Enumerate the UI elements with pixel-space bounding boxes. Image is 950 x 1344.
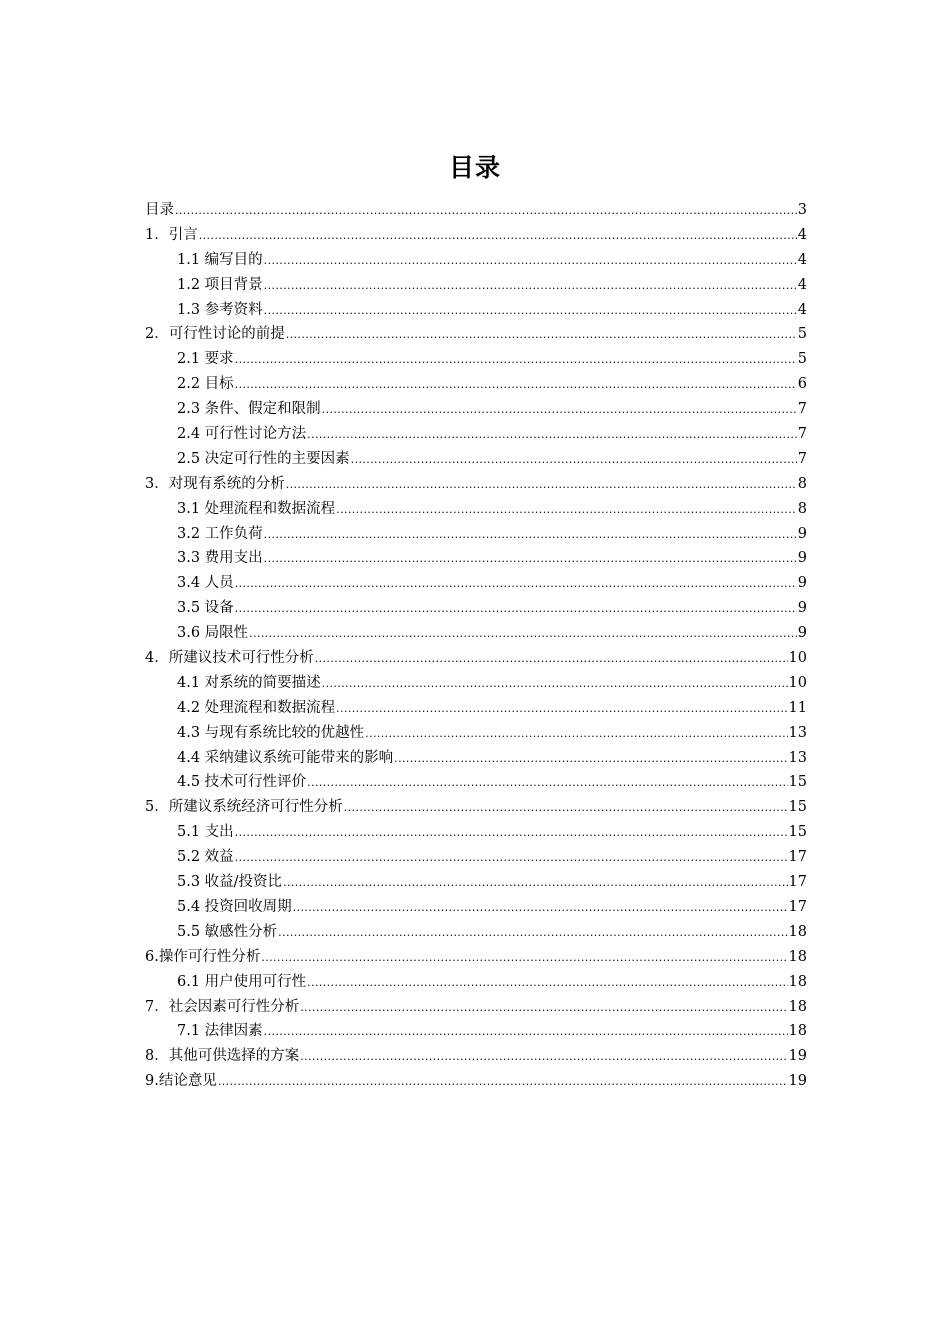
toc-page-number: 9 bbox=[797, 525, 807, 542]
toc-page-number: 4 bbox=[797, 276, 807, 293]
toc-entry-title: 3．对现有系统的分析 bbox=[145, 475, 285, 492]
toc-entry[interactable] bbox=[145, 522, 807, 547]
toc-page-number: 19 bbox=[788, 1048, 807, 1065]
toc-page-number: 15 bbox=[788, 799, 807, 816]
toc-page-number: 8 bbox=[797, 475, 807, 492]
toc-dot-leader bbox=[307, 971, 787, 996]
toc-entry[interactable] bbox=[145, 447, 807, 472]
toc-dot-leader bbox=[307, 771, 787, 796]
toc-page-number: 5 bbox=[797, 351, 807, 368]
toc-entry[interactable] bbox=[145, 1069, 807, 1094]
page-title: 目录 bbox=[448, 153, 501, 182]
toc-entry[interactable] bbox=[145, 746, 807, 771]
toc-page-number: 18 bbox=[788, 973, 807, 990]
toc-page-number: 9 bbox=[797, 600, 807, 617]
toc-entry-title: 目录 bbox=[145, 202, 174, 218]
toc-entry[interactable] bbox=[145, 920, 807, 945]
toc-entry-title: 4.1 对系统的简要描述 bbox=[177, 674, 321, 691]
toc-entry-title: 2.1 要求 bbox=[177, 351, 234, 368]
toc-entry-title: 4．所建议技术可行性分析 bbox=[145, 650, 314, 667]
toc-dot-leader bbox=[300, 996, 787, 1021]
toc-entry-title: 8．其他可供选择的方案 bbox=[145, 1048, 300, 1065]
toc-entry[interactable] bbox=[145, 497, 807, 522]
toc-entry[interactable] bbox=[145, 646, 807, 671]
toc-entry-title: 2．可行性讨论的前提 bbox=[145, 326, 285, 343]
toc-dot-leader bbox=[264, 299, 797, 324]
toc-entry-title: 5.2 效益 bbox=[177, 849, 234, 866]
toc-entry-title: 2.4 可行性讨论方法 bbox=[177, 426, 307, 443]
toc-dot-leader bbox=[218, 1070, 788, 1095]
table-of-contents bbox=[145, 198, 807, 1094]
toc-entry[interactable] bbox=[145, 696, 807, 721]
toc-entry-title: 4.5 技术可行性评价 bbox=[177, 774, 307, 791]
toc-entry[interactable] bbox=[145, 472, 807, 497]
toc-page-number: 7 bbox=[797, 426, 807, 443]
toc-dot-leader bbox=[351, 448, 797, 473]
toc-entry-title: 3.2 工作负荷 bbox=[177, 525, 263, 542]
toc-dot-leader bbox=[286, 473, 797, 498]
toc-dot-leader bbox=[264, 249, 797, 274]
toc-entry[interactable] bbox=[145, 1019, 807, 1044]
toc-page-number: 15 bbox=[788, 824, 807, 841]
toc-page-number: 6 bbox=[797, 376, 807, 393]
toc-entry[interactable] bbox=[145, 721, 807, 746]
toc-entry-title: 7．社会因素可行性分析 bbox=[145, 998, 300, 1015]
toc-entry[interactable] bbox=[145, 870, 807, 895]
toc-dot-leader bbox=[249, 622, 797, 647]
toc-entry-title: 2.2 目标 bbox=[177, 376, 234, 393]
toc-page-number: 4 bbox=[797, 301, 807, 318]
toc-entry-title: 3.6 局限性 bbox=[177, 625, 249, 642]
toc-entry-title: 7.1 法律因素 bbox=[177, 1023, 263, 1040]
toc-page-number: 10 bbox=[788, 674, 807, 691]
toc-page-number: 3 bbox=[797, 202, 807, 218]
toc-dot-leader bbox=[199, 224, 797, 249]
toc-dot-leader bbox=[235, 821, 788, 846]
toc-page-number: 10 bbox=[788, 650, 807, 667]
toc-entry-title: 3.3 费用支出 bbox=[177, 550, 263, 567]
toc-entry[interactable] bbox=[145, 347, 807, 372]
toc-dot-leader bbox=[175, 199, 797, 224]
toc-entry[interactable] bbox=[145, 845, 807, 870]
toc-dot-leader bbox=[344, 796, 788, 821]
toc-entry[interactable] bbox=[145, 945, 807, 970]
toc-entry[interactable] bbox=[145, 995, 807, 1020]
toc-page-number: 13 bbox=[788, 749, 807, 766]
toc-entry-title: 5.3 收益/投资比 bbox=[177, 874, 283, 891]
toc-page-number: 18 bbox=[788, 1023, 807, 1040]
toc-page-number: 18 bbox=[788, 948, 807, 965]
toc-page-number: 9 bbox=[797, 625, 807, 642]
toc-entry[interactable] bbox=[145, 770, 807, 795]
toc-entry-title: 6.1 用户使用可行性 bbox=[177, 973, 307, 990]
toc-entry-title: 4.4 采纳建议系统可能带来的影响 bbox=[177, 749, 394, 766]
toc-dot-leader bbox=[264, 1020, 788, 1045]
toc-entry[interactable] bbox=[145, 273, 807, 298]
toc-dot-leader bbox=[293, 896, 788, 921]
toc-page-number: 13 bbox=[788, 724, 807, 741]
toc-dot-leader bbox=[365, 722, 787, 747]
toc-entry-title: 3.5 设备 bbox=[177, 600, 234, 617]
toc-dot-leader bbox=[300, 1045, 787, 1070]
toc-page-number: 18 bbox=[788, 923, 807, 940]
toc-entry[interactable] bbox=[145, 895, 807, 920]
toc-dot-leader bbox=[283, 871, 787, 896]
toc-dot-leader bbox=[278, 921, 787, 946]
toc-entry[interactable] bbox=[145, 970, 807, 995]
toc-entry-title: 1.2 项目背景 bbox=[177, 276, 263, 293]
toc-page-number: 7 bbox=[797, 450, 807, 467]
toc-entry[interactable] bbox=[145, 596, 807, 621]
toc-page-number: 9 bbox=[797, 575, 807, 592]
toc-page-number: 8 bbox=[797, 500, 807, 517]
toc-entry-title: 3.1 处理流程和数据流程 bbox=[177, 500, 336, 517]
toc-entry-title: 4.2 处理流程和数据流程 bbox=[177, 699, 336, 716]
toc-entry[interactable] bbox=[145, 298, 807, 323]
toc-entry-title: 6.操作可行性分析 bbox=[145, 948, 261, 965]
toc-page-number: 15 bbox=[788, 774, 807, 791]
toc-dot-leader bbox=[307, 423, 797, 448]
toc-entry[interactable] bbox=[145, 248, 807, 273]
toc-page-number: 19 bbox=[788, 1073, 807, 1090]
toc-entry-title: 2.5 决定可行性的主要因素 bbox=[177, 450, 350, 467]
toc-dot-leader bbox=[264, 547, 797, 572]
toc-entry-title: 5.5 敏感性分析 bbox=[177, 923, 278, 940]
toc-dot-leader bbox=[394, 747, 787, 772]
toc-entry-title: 9.结论意见 bbox=[145, 1073, 217, 1090]
toc-page-number: 17 bbox=[788, 874, 807, 891]
toc-entry[interactable] bbox=[145, 223, 807, 248]
toc-entry-title: 4.3 与现有系统比较的优越性 bbox=[177, 724, 365, 741]
toc-entry[interactable] bbox=[145, 1044, 807, 1069]
toc-page-number: 17 bbox=[788, 849, 807, 866]
toc-entry[interactable] bbox=[145, 322, 807, 347]
toc-entry[interactable] bbox=[145, 397, 807, 422]
toc-page-number: 18 bbox=[788, 998, 807, 1015]
toc-entry-title: 5.4 投资回收周期 bbox=[177, 898, 292, 915]
toc-dot-leader bbox=[235, 572, 797, 597]
toc-dot-leader bbox=[264, 274, 797, 299]
toc-entry-title: 2.3 条件、假定和限制 bbox=[177, 401, 321, 418]
toc-entry[interactable] bbox=[145, 546, 807, 571]
toc-dot-leader bbox=[235, 348, 797, 373]
toc-page-number: 4 bbox=[797, 251, 807, 268]
toc-entry-title: 1．引言 bbox=[145, 226, 198, 243]
toc-page-number: 5 bbox=[797, 326, 807, 343]
toc-entry-title: 5．所建议系统经济可行性分析 bbox=[145, 799, 343, 816]
toc-dot-leader bbox=[315, 647, 788, 672]
toc-entry-title: 5.1 支出 bbox=[177, 824, 234, 841]
toc-entry[interactable] bbox=[145, 422, 807, 447]
toc-page-number: 7 bbox=[797, 401, 807, 418]
toc-entry[interactable] bbox=[145, 820, 807, 845]
toc-dot-leader bbox=[264, 523, 797, 548]
toc-dot-leader bbox=[322, 398, 797, 423]
toc-entry-title: 1.1 编写目的 bbox=[177, 251, 263, 268]
toc-dot-leader bbox=[261, 946, 787, 971]
toc-dot-leader bbox=[235, 597, 797, 622]
toc-page-number: 4 bbox=[797, 226, 807, 243]
toc-entry[interactable] bbox=[145, 795, 807, 820]
toc-dot-leader bbox=[336, 697, 787, 722]
toc-entry[interactable] bbox=[145, 621, 807, 646]
toc-dot-leader bbox=[322, 672, 788, 697]
toc-page-number: 17 bbox=[788, 898, 807, 915]
toc-dot-leader bbox=[235, 373, 797, 398]
toc-entry[interactable] bbox=[145, 571, 807, 596]
toc-dot-leader bbox=[336, 498, 797, 523]
toc-entry[interactable] bbox=[145, 198, 807, 223]
toc-dot-leader bbox=[235, 846, 788, 871]
toc-dot-leader bbox=[286, 323, 797, 348]
toc-entry-title: 1.3 参考资料 bbox=[177, 301, 263, 318]
toc-page-number: 11 bbox=[788, 699, 807, 716]
toc-entry[interactable] bbox=[145, 372, 807, 397]
toc-page-number: 9 bbox=[797, 550, 807, 567]
toc-entry[interactable] bbox=[145, 671, 807, 696]
toc-entry-title: 3.4 人员 bbox=[177, 575, 234, 592]
